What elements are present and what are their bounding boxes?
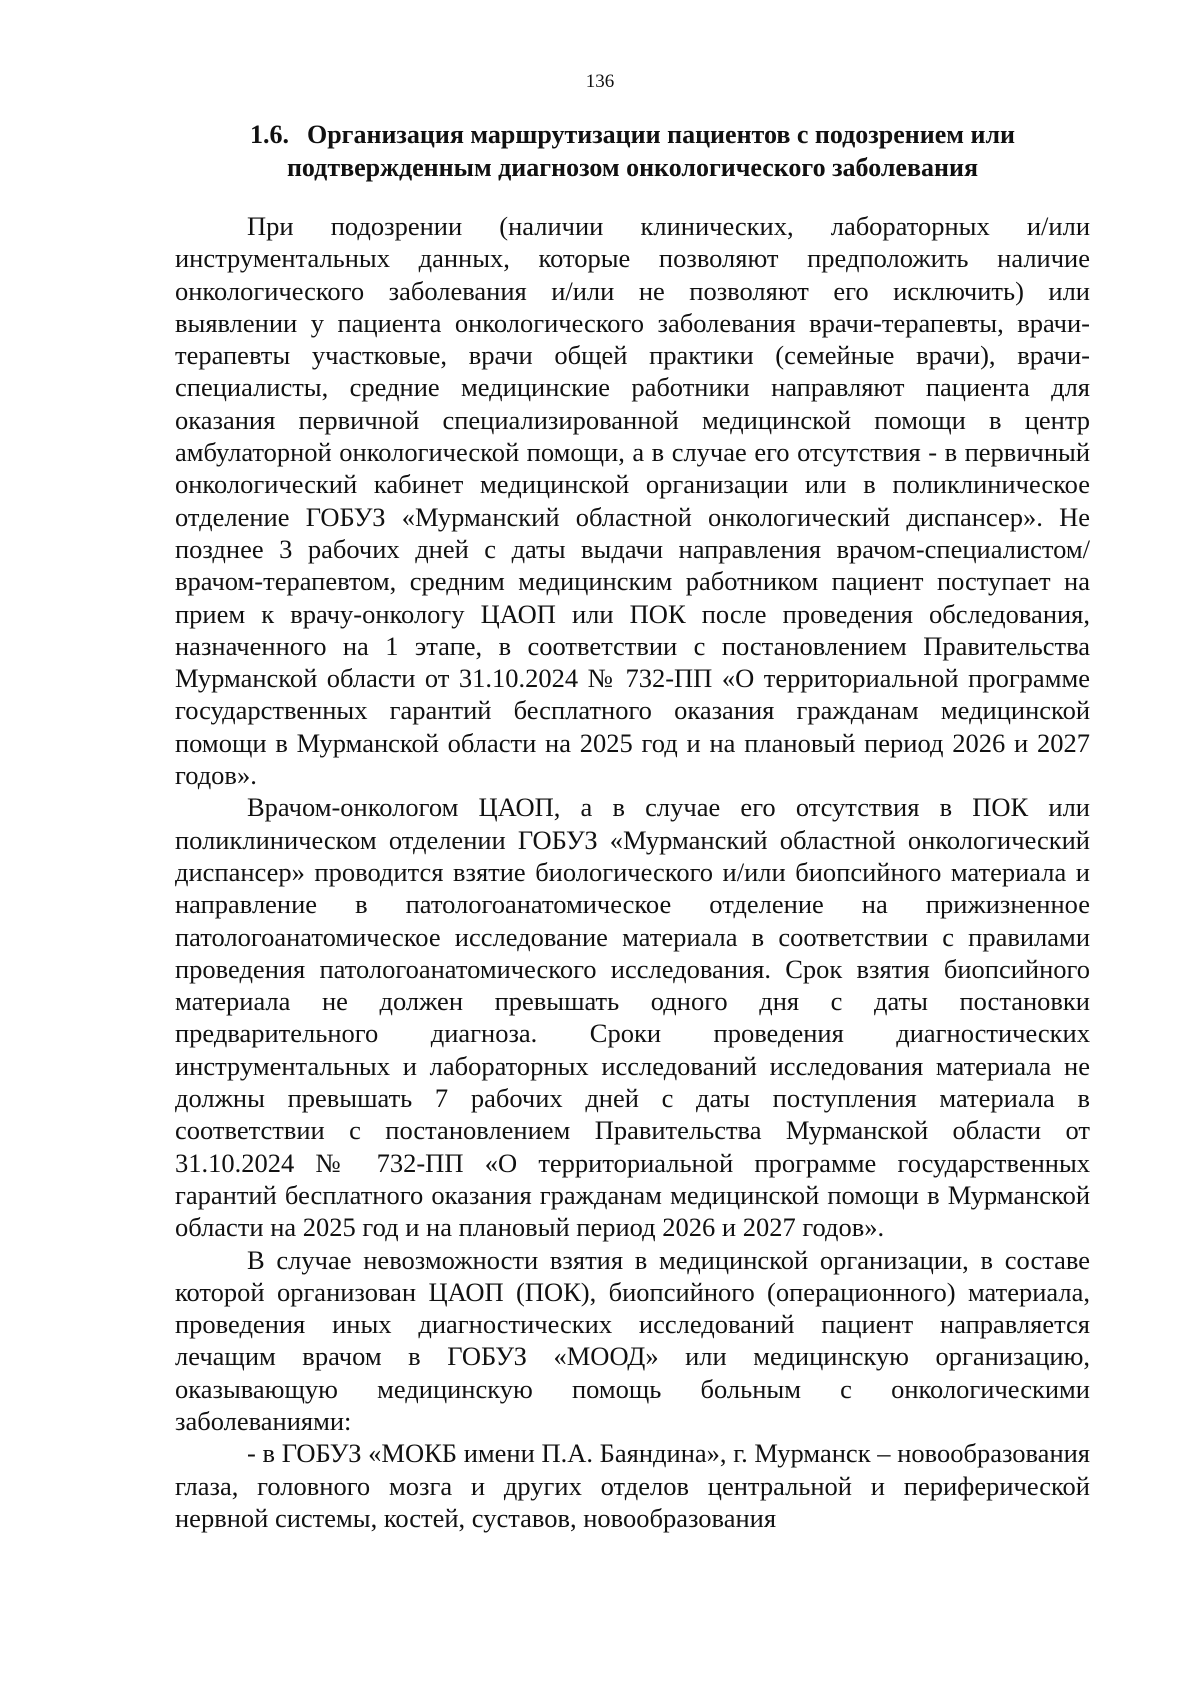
document-body — [175, 210, 1090, 1534]
section-title: Организация маршрутизации пациентов с подозрением или подтвержденным диагнозом онкологического заболевания — [286, 120, 1016, 182]
paragraph: Врачом-онкологом ЦАОП, а в случае его отсутствия в ПОК или поликлиническом отделении ГОБУЗ «Мурманский областной онкологический диспансер» проводится взятие биологического и/или биопсийного материала и направление в патологоанатомическое отделение на прижизненное патологоанатомическое исследование материала в соответствии с правилами проведения патологоанатомического исследования. Срок взятия биопсийного материала не должен превышать одного дня с даты постановки предварительного диагноза. Сроки проведения диагностических инструментальных и лабораторных исследований исследования материала не должны превышать 7 рабочих дней с даты поступления материала в соответствии с постановлением Правительства Мурманской области от 31.10.2024 № 732-ПП «О территориальной программе государственных гарантий бесплатного оказания гражданам медицинской помощи в Мурманской области на 2025 год и на плановый период 2026 и 2027 годов». — [175, 792, 1090, 1243]
section-heading — [175, 118, 1090, 184]
paragraph: При подозрении (наличии клинических, лабораторных и/или инструментальных данных, которые позволяют предположить наличие онкологического заболевания и/или не позволяют его исключить) или выявлении у пациента онкологического заболевания врачи-терапевты, врачи-терапевты участковые, врачи общей практики (семейные врачи), врачи-специалисты, средние медицинские работники направляют пациента для оказания первичной специализированной медицинской помощи в центр амбулаторной онкологической помощи, а в случае его отсутствия - в первичный онкологический кабинет медицинской организации или в поликлиническое отделение ГОБУЗ «Мурманский областной онкологический диспансер». Не позднее 3 рабочих дней с даты выдачи направления врачом-специалистом/врачом-терапевтом, средним медицинским работником пациент поступает на прием к врачу-онкологу ЦАОП или ПОК после проведения обследования, назначенного на 1 этапе, в соответствии с постановлением Правительства Мурманской области от 31.10.2024 № 732-ПП «О территориальной программе государственных гарантий бесплатного оказания гражданам медицинской помощи в Мурманской области на 2025 год и на плановый период 2026 и 2027 годов». — [175, 211, 1090, 791]
list-item: - в ГОБУЗ «МОКБ имени П.А. Баяндина», г. Мурманск – новообразования глаза, головного мозга и других отделов центральной и периферической нервной системы, костей, суставов, новообразования — [175, 1438, 1090, 1533]
page-number: 136 — [585, 71, 615, 92]
paragraph: В случае невозможности взятия в медицинской организации, в составе которой организован ЦАОП (ПОК), биопсийного (операционного) материала, проведения иных диагностических исследований пациент направляется лечащим врачом в ГОБУЗ «МООД» или медицинскую организацию, оказывающую медицинскую помощь больным с онкологическими заболеваниями: — [175, 1244, 1090, 1436]
section-number: 1.6. — [249, 120, 289, 149]
